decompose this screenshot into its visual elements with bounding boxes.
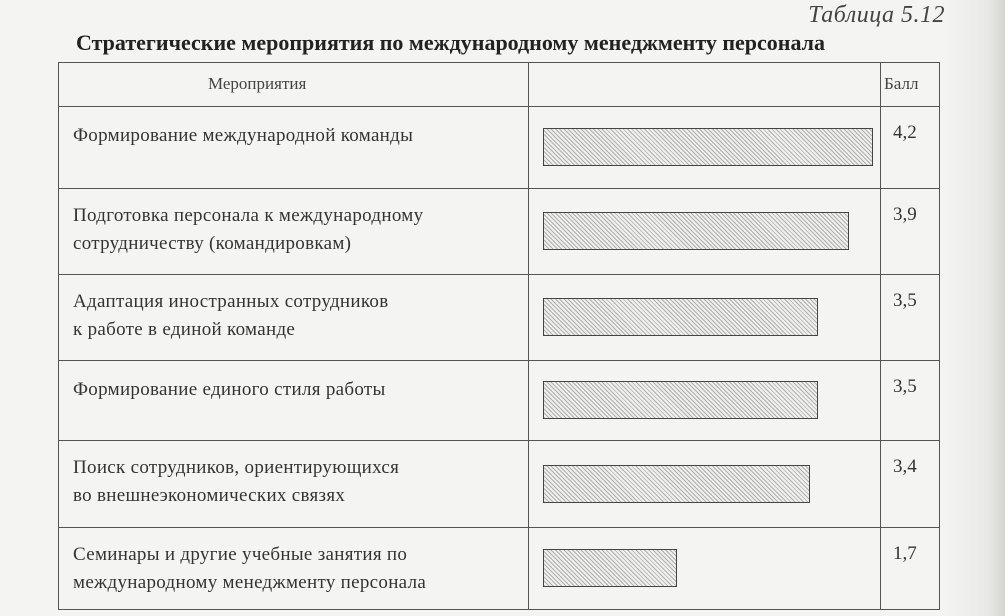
data-table (58, 62, 940, 610)
table-border-right (939, 62, 940, 610)
row-label-line: Адаптация иностранных сотрудников (73, 291, 389, 312)
score-value: 3,5 (893, 376, 917, 397)
row-label-line: Подготовка персонала к международному (73, 205, 424, 226)
bar (543, 381, 818, 419)
column-divider (880, 62, 881, 610)
row-divider (58, 440, 940, 441)
row-label (73, 122, 413, 150)
score-value: 4,2 (893, 122, 917, 143)
table-title: Стратегические мероприятия по международному менеджменту персонала (76, 30, 825, 55)
row-divider (58, 527, 940, 528)
row-divider (58, 188, 940, 189)
row-label-line: Семинары и другие учебные занятия по (73, 544, 408, 565)
row-label (73, 376, 386, 404)
bar (543, 549, 677, 587)
table-border-bottom (58, 609, 940, 610)
row-label-line: Поиск сотрудников, ориентирующихся (73, 457, 400, 478)
row-label (73, 454, 399, 510)
score-value: 3,9 (893, 204, 917, 225)
header-divider (58, 106, 940, 107)
row-divider (58, 360, 940, 361)
row-label (73, 288, 389, 344)
bar (543, 465, 810, 503)
row-label (73, 202, 423, 258)
page-edge-shadow (945, 0, 1005, 616)
row-label-line: к работе в единой команде (73, 319, 296, 340)
bar (543, 298, 818, 336)
table-border-top (58, 62, 940, 63)
row-divider (58, 274, 940, 275)
bar (543, 128, 873, 166)
table-number: Таблица 5.12 (808, 2, 945, 28)
header-activity: Мероприятия (208, 74, 307, 93)
table-border-left (58, 62, 59, 610)
row-label (73, 541, 426, 597)
row-label-line: во внешнеэкономических связях (73, 485, 346, 506)
row-label-line: Формирование единого стиля работы (73, 379, 386, 400)
header-score: Балл (884, 74, 919, 93)
bar (543, 212, 849, 250)
score-value: 3,5 (893, 290, 917, 311)
score-value: 1,7 (893, 543, 917, 564)
row-label-line: Формирование международной команды (73, 125, 414, 146)
score-value: 3,4 (893, 456, 917, 477)
row-label-line: международному менеджменту персонала (73, 572, 427, 593)
row-label-line: сотрудничеству (командировкам) (73, 233, 352, 254)
column-divider (528, 62, 529, 610)
